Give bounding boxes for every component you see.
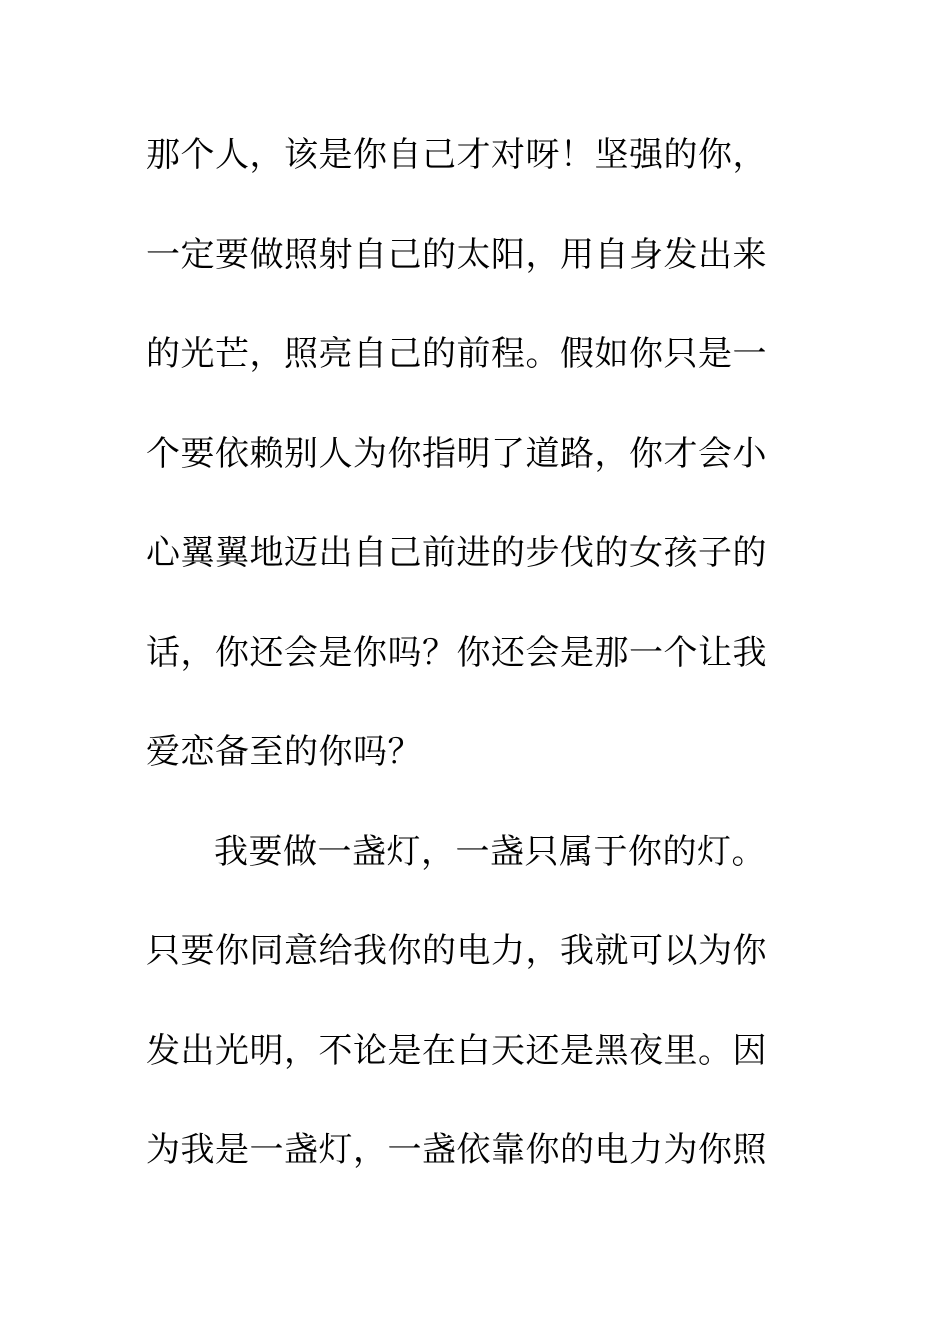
text-line: 的光芒，照亮自己的前程。假如你只是一	[146, 334, 767, 374]
paragraph-start-line: 我要做一盏灯，一盏只属于你的灯。	[214, 831, 766, 872]
text-line: 个要依赖别人为你指明了道路，你才会小	[146, 433, 767, 474]
text-line: 发出光明，不论是在白天还是黑夜里。因	[146, 1030, 767, 1071]
text-line: 为我是一盏灯，一盏依靠你的电力为你照	[146, 1130, 767, 1170]
text-line: 心翼翼地迈出自己前进的步伐的女孩子的	[146, 533, 767, 573]
text-line: 一定要做照射自己的太阳，用自身发出来	[146, 234, 767, 275]
body-text	[146, 122, 786, 1217]
text-line: 那个人，该是你自己才对呀！坚强的你，	[146, 135, 767, 175]
text-line: 话，你还会是你吗？你还会是那一个让我	[146, 632, 767, 673]
text-line: 爱恋备至的你吗？	[146, 732, 422, 772]
text-line: 只要你同意给我你的电力，我就可以为你	[146, 931, 767, 971]
